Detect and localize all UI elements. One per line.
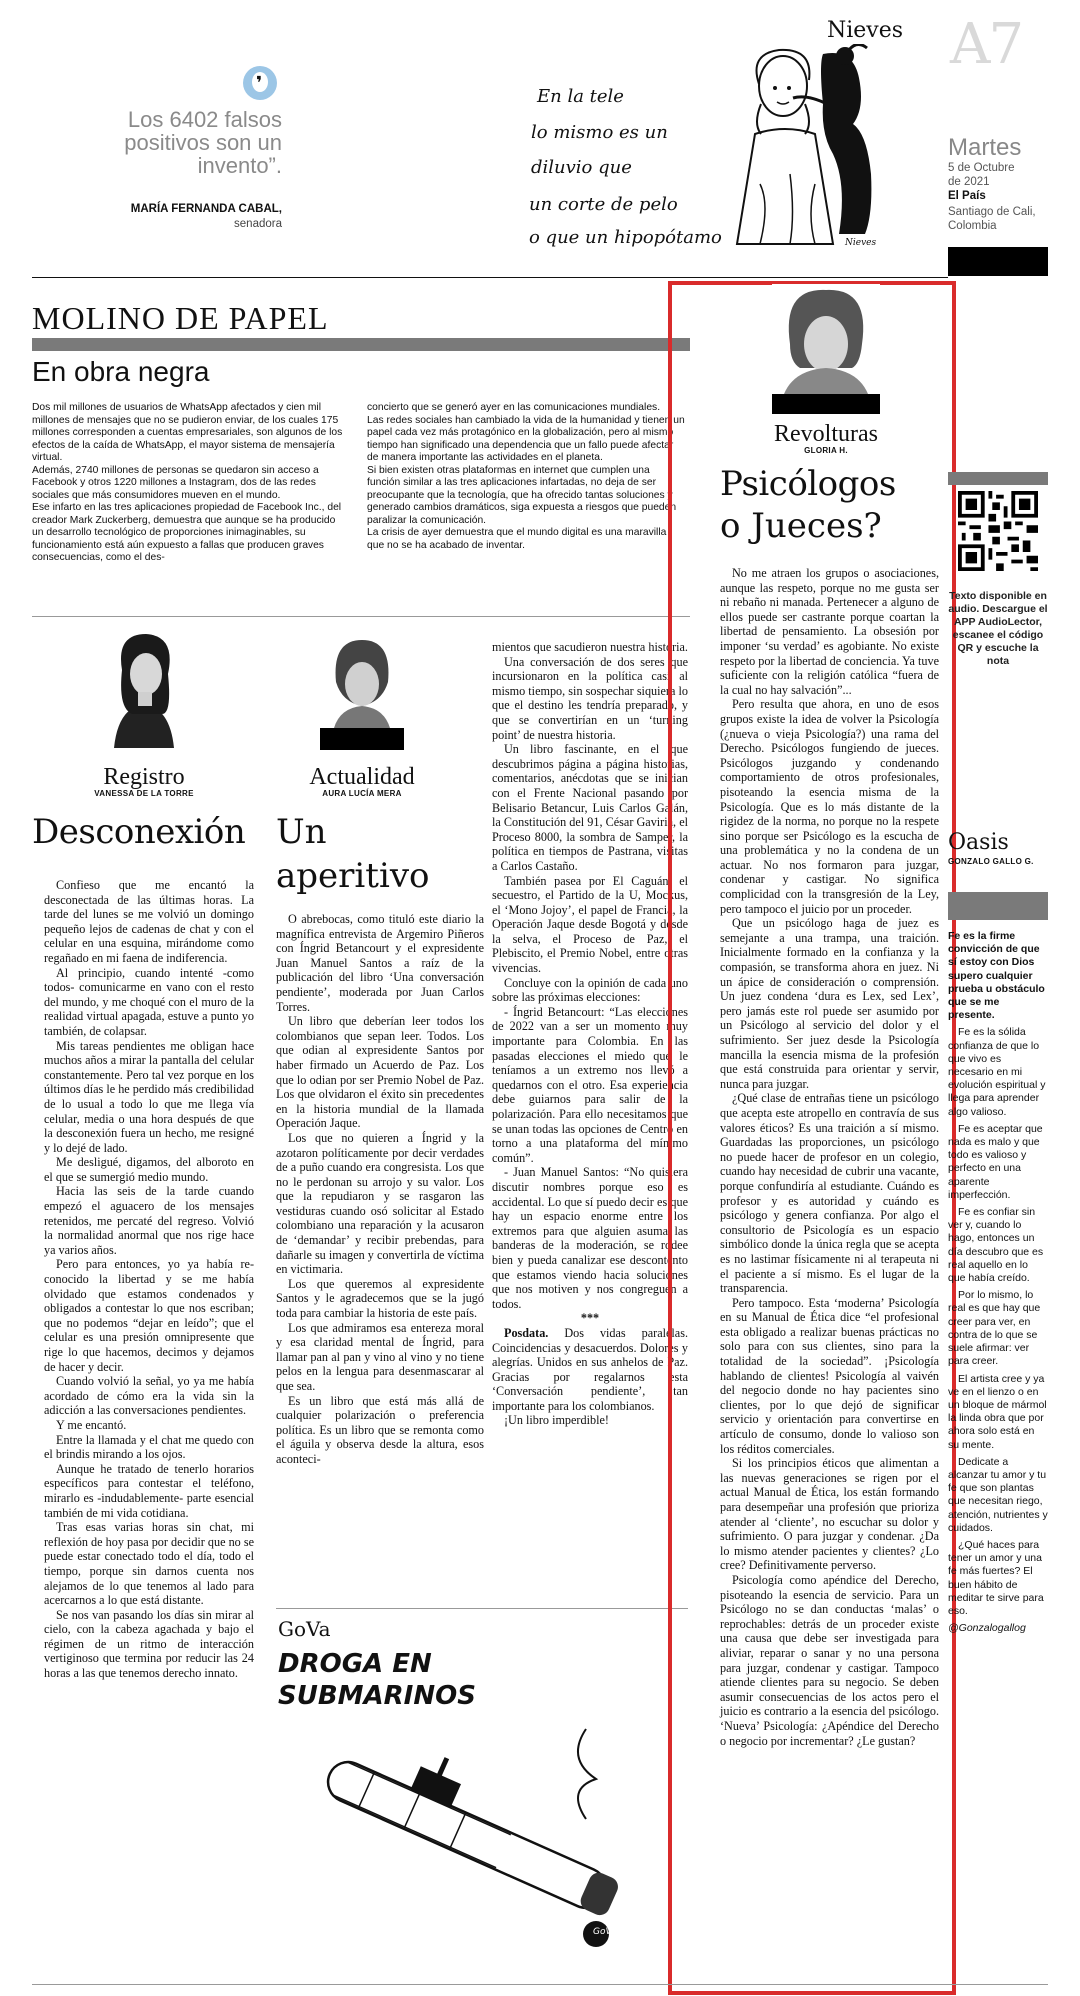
author-actualidad: AURA LUCÍA MERA bbox=[322, 789, 402, 798]
author-oasis: GONZALO GALLO G. bbox=[948, 857, 1034, 866]
closing: ¡Un libro imperdible! bbox=[504, 1413, 609, 1428]
paragraph: Cuando volvió la señal, yo ya me había acordado de cómo era la vida sin la adicción a las conversaciones pendientes. bbox=[44, 1374, 254, 1418]
section-bar bbox=[32, 338, 690, 351]
date-place: Santiago de Cali, Colombia bbox=[948, 206, 1036, 232]
header-black-bar bbox=[948, 247, 1048, 276]
headline-revolturas-1: Psicólogos bbox=[720, 464, 896, 504]
paragraph: O abrebocas, como tituló este diario la magnífica entrevista de Argemiro Piñeros con Íngrid Betancourt y el expresidente Juan Manuel Santos a raíz de la publicación del libro ‘Una conversación pendiente’, moderada por Juan Carlos Torres. bbox=[276, 912, 484, 1014]
cartoon-line: o que un hipopótamo bbox=[529, 227, 722, 248]
paragraph: Un libro fascinante, en el que descubrimos página a página historias, comentarios, anécdotas que se inician con el Frente Nacional pasando por Belisario Betancur, Luis Carlos Galán, la Constitución del 91, César Gaviria, el Proceso 8000, la sombra de Samper, la política en tiempos de Pastrana, visitas a Carlos Castaño. bbox=[492, 742, 688, 873]
paragraph: ¿Qué clase de entrañas tiene un psicólogo que acepta este atropello en contravía de sus valores éticos? Es una traición a sí mismo. Guardadas las proporciones, un psicólogo no puede hacer de profesor en un colegio, cuando hay necesidad de cubrir una vacante, porque confundiría al estudiante. Cuándo es profesor y es autoridad y cuándo es psicólogo y genera confianza. Por algo el consultorio de Psicología es un espacio simbólico donde la única regla que se acepta es no lastimar físicamente ni al terapeuta ni el paciente a sí mismo. Es el lugar de la transparencia. bbox=[720, 1091, 939, 1296]
paragraph: También pasea por El Caguán, el secuestro, el Partido de la U, Mockus, el ‘Mono Jojoy’, el papel de Francia, la Operación Jaque desde Bogotá y desde la selva, el Proceso de Paz, el Plebiscito, el Premio Nobel, entre otras vivencias. bbox=[492, 873, 688, 976]
paragraph: Es un libro que está más allá de cualquier polarización o preferencia política. Es un libro que se remonta como el águila y observa desde la altura, esos aconteci- bbox=[276, 1393, 484, 1466]
qr-code-icon[interactable] bbox=[958, 491, 1038, 571]
author-revolturas: GLORIA H. bbox=[804, 446, 848, 455]
separator: *** bbox=[580, 1311, 600, 1326]
quote-role: senadora bbox=[234, 218, 282, 230]
author-photo-registro bbox=[104, 630, 184, 748]
header-rule bbox=[32, 277, 948, 278]
cigar-submarine-drawing bbox=[296, 1719, 656, 1949]
paragraph: Una conversación de dos seres que incursionaron en la política casi al mismo tiempo, sin sospechar siquiera lo que el destino les tendría preparado, y que se convertirían en un ‘turning point’ de nuestra historia. bbox=[492, 654, 688, 742]
oasis-lead: Fe es la firme convicción de que sí estoy con Dios supero cualquier prueba u obstáculo que se me presente. bbox=[948, 930, 1045, 1022]
paragraph: Confieso que me encantó la desconectada de las últimas horas. La tarde del lunes se me volvió un domingo pequeño lejos de cadenas de chat y con el celular en una esquina, mirándome como regañado en mi faena de indiferencia. bbox=[44, 878, 254, 965]
gova-cartoon bbox=[276, 1608, 688, 1958]
paragraph: mientos que sacudieron nuestra historia. bbox=[492, 640, 688, 654]
cartoon-drawing bbox=[715, 44, 895, 254]
body-registro bbox=[44, 878, 254, 1681]
kicker-registro: Registro bbox=[103, 764, 185, 790]
paragraph: Pero para entonces, yo ya había re-conocido la libertad y se me había olvidado que estamos condenados y obligados a contestar lo que nos escriban; que no podemos “dejar en leído”; que el celular es una presión omnipresente que rige lo que hacemos, decimos y dejamos de hacer y decir. bbox=[44, 1257, 254, 1374]
paragraph: - Íngrid Betancourt: “Las elecciones de 2022 van a ser un momento muy importante para Colombia. En las pasadas elecciones el miedo que le teníamos a un extremo nos llevó a quedarnos con el otro. Esa experiencia debe guiarnos para salir de la polarización. Para ello necesitamos que se unan todas las opciones de Centro en torno a una plataforma del mínimo común”. bbox=[492, 1004, 688, 1165]
oasis-item: Fe es confiar sin ver y, cuando lo hago, entonces un día descubro que es real aquello en lo que había creído. bbox=[948, 1206, 1044, 1285]
paragraph: Aunque he tratado de tenerlo horarios específicos para contestar el teléfono, mirarlo es -indudablemente- parte esencial también de mi vida cotidiana. bbox=[44, 1461, 254, 1520]
cartoon-title: Nieves bbox=[827, 18, 904, 43]
posdata-label: Posdata. bbox=[504, 1325, 549, 1340]
posdata bbox=[492, 1326, 688, 1414]
oasis-top-bar bbox=[948, 472, 1048, 485]
headline-actualidad-line1: Un bbox=[276, 812, 327, 852]
kicker-revolturas: Revolturas bbox=[774, 421, 878, 447]
paragraph: - Juan Manuel Santos: “No quisiera discutir nombres porque eso es accidental. Lo que sí puedo decir es que hay un espacio enorme entre los extremos para que alguien asuma las banderas de la moderación, se rodee bien y pueda canalizar ese descontento que estamos viendo hacia soluciones que nos motiven y nos congreguen a todos. bbox=[492, 1165, 688, 1311]
oasis-handle[interactable]: @Gonzalogallog bbox=[948, 1622, 1026, 1635]
kicker-oasis: Oasis bbox=[948, 830, 1009, 855]
oasis-item: Por lo mismo, lo real es que hay que creer para ver, en contra de lo que se suele afirmar: ver para creer. bbox=[948, 1289, 1041, 1368]
oasis-item: ¿Qué haces para tener un amor y una fe más fuertes? El buen hábito de meditar te sirve para eso. bbox=[948, 1538, 1044, 1617]
oasis-bar bbox=[948, 892, 1048, 920]
cartoon-line: En la tele bbox=[537, 86, 624, 107]
paragraph: Se nos van pasando los días sin mirar al cielo, con la cabeza agachada y bajo el régimen de un ritmo de interacción vertiginoso que termina por reducir las 24 horas a las que tenemos derecho innato. bbox=[44, 1607, 254, 1681]
cartoon-line: diluvio que bbox=[531, 157, 632, 178]
section-title: MOLINO DE PAPEL bbox=[32, 300, 329, 336]
paragraph: Entre la llamada y el chat me quedo con el brindis mirando a los ojos. bbox=[44, 1432, 254, 1462]
body-actualidad-col1 bbox=[276, 912, 484, 1467]
footer-rule bbox=[32, 1984, 1048, 1985]
author-photo-revolturas bbox=[772, 284, 880, 414]
paragraph: Un libro que deberían leer todos los colombianos que sepan leer. Todos. Los que odian al expresidente Santos por haber firmado un Acuerdo de Paz. Los que lo odian por ser Premio Nobel de Paz. Los que olvidaron el éxito sin precedentes en la historia mundial de la llamada Operación Jaque. bbox=[276, 1014, 484, 1131]
cartoon-signature: Nieves bbox=[845, 238, 877, 248]
paragraph: Concluye con la opinión de cada uno sobre las próximas elecciones: bbox=[492, 975, 688, 1005]
paragraph: Al principio, cuando intenté -como todos- comunicarme en vano con el resto del mundo, y me choqué con el muro de la realidad virtual apagada, estuve a punto yo también, de colapsar. bbox=[44, 965, 254, 1038]
posdata-text: Dos vidas paralelas. Coincidencias y desacuerdos. Dolores y alegrías. Unidos en sus anhelos de Paz. Gracias por regalarnos esta ‘Conversación pendiente’, tan importante para los colombianos. bbox=[492, 1325, 688, 1413]
editorial-headline: En obra negra bbox=[32, 356, 210, 387]
date-day-month: 5 de Octubre bbox=[948, 162, 1015, 174]
paragraph: Pero resulta que ahora, en uno de esos grupos existe la idea de volver la Psicología (¿nueva o vieja Psicología?) una rama del Derecho. Psicólogos fungiendo de jueces. Psicólogos juzgando y condenando comportamiento de otros profesionales, pisoteando la esencia misma de la Psicología. Que es lo más distante de la rigidez de la norma, no porque no la respete sino porque ser Psicólogo es la escucha de una problemática y no la condena de un actuar. No nos formaron para juzgar, condenar y castigar. No significa complicidad con la transgresión de la Ley, pero tampoco el juicio por un proceder. bbox=[720, 697, 939, 916]
editorial-rule bbox=[32, 616, 690, 617]
body-actualidad-col2 bbox=[492, 640, 688, 1428]
oasis-item: Fe es aceptar que nada es malo y que todo es valioso y perfecto en una aparente imperfección. bbox=[948, 1122, 1043, 1201]
headline-actualidad-line2: aperitivo bbox=[276, 856, 430, 896]
paragraph: Y me encantó. bbox=[56, 1417, 127, 1432]
gova-title-1: DROGA EN bbox=[278, 1649, 432, 1679]
cartoon-line: lo mismo es un bbox=[531, 122, 668, 143]
kicker-actualidad: Actualidad bbox=[309, 764, 415, 790]
paragraph: Mis tareas pendientes me obligan hace muchos años a mirar la pantalla del celular constantemente. Pero tal vez porque en los últimos días le he perdido más credibilidad de lo usual a todo lo que me llega vía celular, media o una hora después de que la desconexión fuera un hecho, me resigné y lo dejé de lado. bbox=[44, 1038, 254, 1155]
paragraph: Los que admiramos esa entereza moral y esa claridad mental de Íngrid, para llamar pan al pan y vino al vino y no tiene pelos en la lengua para desenmascarar al que sea. bbox=[276, 1320, 484, 1393]
oasis-item: Fe es la sólida confianza de que lo que vivo es necesario en mi evolución espiritual y llega para aprender algo valioso. bbox=[948, 1026, 1046, 1118]
cartoon-line: un corte de pelo bbox=[529, 194, 678, 215]
gova-title-2: SUBMARINOS bbox=[278, 1681, 476, 1711]
body-revolturas bbox=[720, 566, 939, 1748]
paragraph: Que un psicólogo haga de juez es semejante a una trampa, una traición. Inicialmente formado en la confianza y la compasión, se transforma ahora en juez. Ni un ápice de consideración o comprensión. Un juez condena ‘dura es Lex, sed Lex’, pero jamás este rol puede ser asumido por un Psicólogo al servicio del dolor y el sufrimiento. Ser juez desde la Psicología mancilla la esencia misma de la profesión que está construida para orientar y servir, nunca para juzgar. bbox=[720, 916, 939, 1091]
quote-icon: ❜ bbox=[243, 66, 277, 100]
author-photo-actualidad bbox=[320, 634, 404, 750]
oasis-item: El artista cree y ya ve en el lienzo o en un bloque de mármol la linda obra que por ahora solo está en su mente. bbox=[948, 1372, 1047, 1451]
pull-quote: Los 6402 falsos positivos son un invento”. bbox=[124, 107, 282, 178]
paragraph: Si los principios éticos que alimentan a las nuevas generaciones se rigen por el actual Manual de Ética, los están formando para desempeñar una profesión que prioriza atender al ‘cliente’, no escuchar su dolor y sufrimiento. O para juzgar y condenar. ¿Da lo mismo atender pacientes y clientes? ¿Lo cree? Definitivamente perverso. bbox=[720, 1456, 939, 1573]
gova-label: GoVa bbox=[278, 1617, 331, 1641]
date-weekday: Martes bbox=[948, 134, 1022, 161]
audio-note: Texto disponible en audio. Descargue el APP AudioLector, escanee el código QR y escuche la nota bbox=[948, 590, 1048, 667]
cartoon-nieves bbox=[515, 14, 904, 254]
paragraph: Me desligué, digamos, del alboroto en el que se sumergió medio mundo. bbox=[44, 1155, 254, 1184]
paragraph: Tras esas varias horas sin chat, mi reflexión de hoy pasa por decidir que no se puede estar conectado todo el día, todo el tiempo, porque sin darnos cuenta nos alejamos de lo que tenemos al lado para acercarnos a lo que está distante. bbox=[44, 1520, 254, 1608]
paragraph: Psicología como apéndice del Derecho, pisoteando la esencia de servicio. Para un Psicólogo no se dan conductas ‘malas’ o reprochables: detrás de un proceder existe una causa que debe ser investigada para aliviar, reparar o sanar y no una persona para juzgar, condenar y castigar. Tampoco atiende clientes para su negocio. Se deben asumir consecuencias de los actos pero el juicio es contrario a la esencia del psicólogo. ‘Nueva’ Psicología: ¿Apéndice del Derecho o negocio por incrementar? ¿Le gustan? bbox=[720, 1572, 939, 1748]
quote-author: MARÍA FERNANDA CABAL, bbox=[130, 203, 282, 215]
paragraph: Hacia las seis de la tarde cuando empezó el aguacero de los mensajes retenidos, me percaté del regreso. Volvió la normalidad anormal que nos rige hace ya varios años. bbox=[44, 1184, 254, 1257]
date-section: El País bbox=[948, 190, 986, 202]
editorial-col-1: Dos mil millones de usuarios de WhatsApp afectados y cien mil millones de mensajes que no se pudieron enviar, de los cuales 175 millones corresponden a cuentas empresariales, son algunos de los efectos de la caída de WhatsApp, el mayor sistema de mensajería virtual. Además, 2740 millones de personas se quedaron sin acceso a Facebook y otros 1220 millones a Instagram, dos de las redes sociales que más consumidores mueven en el mundo. Ese infarto en las tres aplicaciones propiedad de Facebook Inc., del creador Mark Zuckerberg, demuestra que aunque se ha producido un desarrollo tecnológico de proporciones inimaginables, su funcionamiento está aún expuesto a fallas que producen graves consecuencias, como el des- bbox=[32, 402, 343, 563]
paragraph: Los que queremos al expresidente Santos y le agradecemos que se la jugó toda para cambiar la historia de este país. bbox=[276, 1276, 484, 1321]
headline-revolturas-2: o Jueces? bbox=[720, 506, 882, 546]
date-year: de 2021 bbox=[948, 176, 990, 188]
author-registro: VANESSA DE LA TORRE bbox=[94, 789, 194, 798]
gova-signature: GoVa bbox=[593, 1927, 617, 1937]
headline-registro: Desconexión bbox=[32, 812, 246, 852]
paragraph: Los que no quieren a Íngrid y la azotaron políticamente por decir verdades de a puño cuando era congresista. Los que no le perdonan su arrojo y su valor. Los que la repudiaron y se rasgaron las vestiduras cuando osó solicitar al Estado colombiano una reparación y la acusaron de ‘demandar’ y recibir prebendas, para dañarle su imagen y convertirla de víctima en victimaria. bbox=[276, 1130, 484, 1277]
page-number: A7 bbox=[950, 12, 1023, 77]
paragraph: No me atraen los grupos o asociaciones, aunque las respeto, porque no me gusta ser ni rebaño ni manada. Pertenecer a alguno de ellos puede ser castrante porque coartan la libertad de pensamiento. La obsesión por imponer ‘su verdad’ es agobiante. No existe respeto por la libertad de conciencia. Ya tuve suficiente con la religión católica “fuera de la cual no hay salvación”... bbox=[720, 566, 939, 697]
editorial-col-2: concierto que se generó ayer en las comunicaciones mundiales. Las redes sociales han cambiado la vida de la humanidad y tienen un papel cada vez más protagónico en la globalización, pero al mismo tiempo han significado una dependencia que un fallo puede afectar de manera importante las actividades en el planeta. Si bien existen otras plataformas en internet que cumplen una función similar a las tres aplicaciones infartadas, no deja de ser preocupante que la tecnología, que ha ofrecido tantas soluciones y generado cambios dramáticos, siga expuesta a riesgos que pueden paralizar la comunicación. La crisis de ayer demuestra que el mundo digital es una maravilla que no se ha acabado de inventar. bbox=[367, 402, 685, 551]
paragraph: Pero tampoco. Esta ‘moderna’ Psicología en su Manual de Ética dice “el profesional esta obligado a realizar buenas prácticas no solo para con sus clientes, sino para la totalidad de la sociedad”. ¡Psicología hablando de clientes! Psicología al vaivén del negocio donde no hay pacientes sino clientes, por lo que dejó de significar servicio y orientación para convertirse en artículo de consumo, donde lo valioso son los réditos comerciales. bbox=[720, 1295, 939, 1456]
oasis-body bbox=[948, 930, 1048, 1635]
oasis-item: Dedicate a alcanzar tu amor y tu fe que son plantas que necesitan riego, atención, nutrientes y cuidados. bbox=[948, 1455, 1048, 1534]
